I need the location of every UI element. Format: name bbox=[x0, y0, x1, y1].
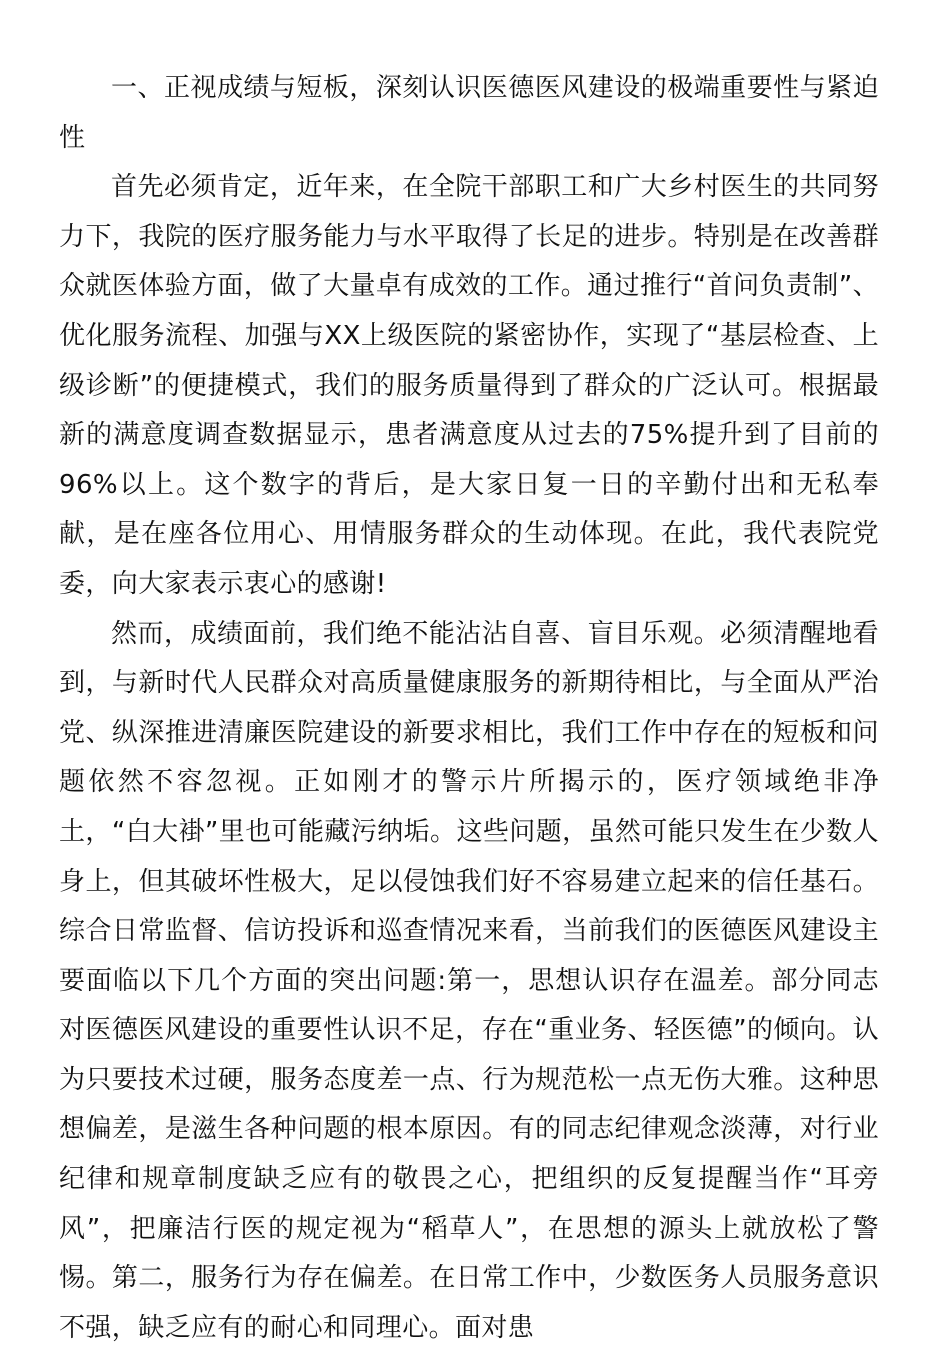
paragraph: 首先必须肯定，近年来，在全院干部职工和广大乡村医生的共同努力下，我院的医疗服务能力与水平取得了长足的进步。特别是在改善群众就医体验方面，做了大量卓有成效的工作。通过推行“首问负责制”、优化服务流程、加强与XX上级医院的紧密协作，实现了“基层检查、上级诊断”的便捷模式，我们的服务质量得到了群众的广泛认可。根据最新的满意度调查数据显示，患者满意度从过去的75%提升到了目前的96%以上。这个数字的背后，是大家日复一日的辛勤付出和无私奉献，是在座各位用心、用情服务群众的生动体现。在此，我代表院党委，向大家表示衷心的感谢! bbox=[59, 172, 879, 599]
paragraph: 然而，成绩面前，我们绝不能沾沾自喜、盲目乐观。必须清醒地看到，与新时代人民群众对高质量健康服务的新期待相比，与全面从严治党、纵深推进清廉医院建设的新要求相比，我们工作中存在的短板和问题依然不容忽视。正如刚才的警示片所揭示的，医疗领域绝非净土，“白大褂”里也可能藏污纳垢。这些问题，虽然可能只发生在少数人身上，但其破坏性极大，足以侵蚀我们好不容易建立起来的信任基石。综合日常监督、信访投诉和巡查情况来看，当前我们的医德医风建设主要面临以下几个方面的突出问题:第一，思想认识存在温差。部分同志对医德医风建设的重要性认识不足，存在“重业务、轻医德”的倾向。认为只要技术过硬，服务态度差一点、行为规范松一点无伤大雅。这种思想偏差，是滋生各种问题的根本原因。有的同志纪律观念淡薄，对行业纪律和规章制度缺乏应有的敬畏之心，把组织的反复提醒当作“耳旁风”，把廉洁行医的规定视为“稻草人”，在思想的源头上就放松了警惕。第二，服务行为存在偏差。在日常工作中，少数医务人员服务意识不强，缺乏应有的耐心和同理心。面对患 bbox=[59, 618, 879, 1343]
section-heading: 一、正视成绩与短板，深刻认识医德医风建设的极端重要性与紧迫性 bbox=[59, 73, 879, 153]
document-page bbox=[59, 64, 879, 1353]
